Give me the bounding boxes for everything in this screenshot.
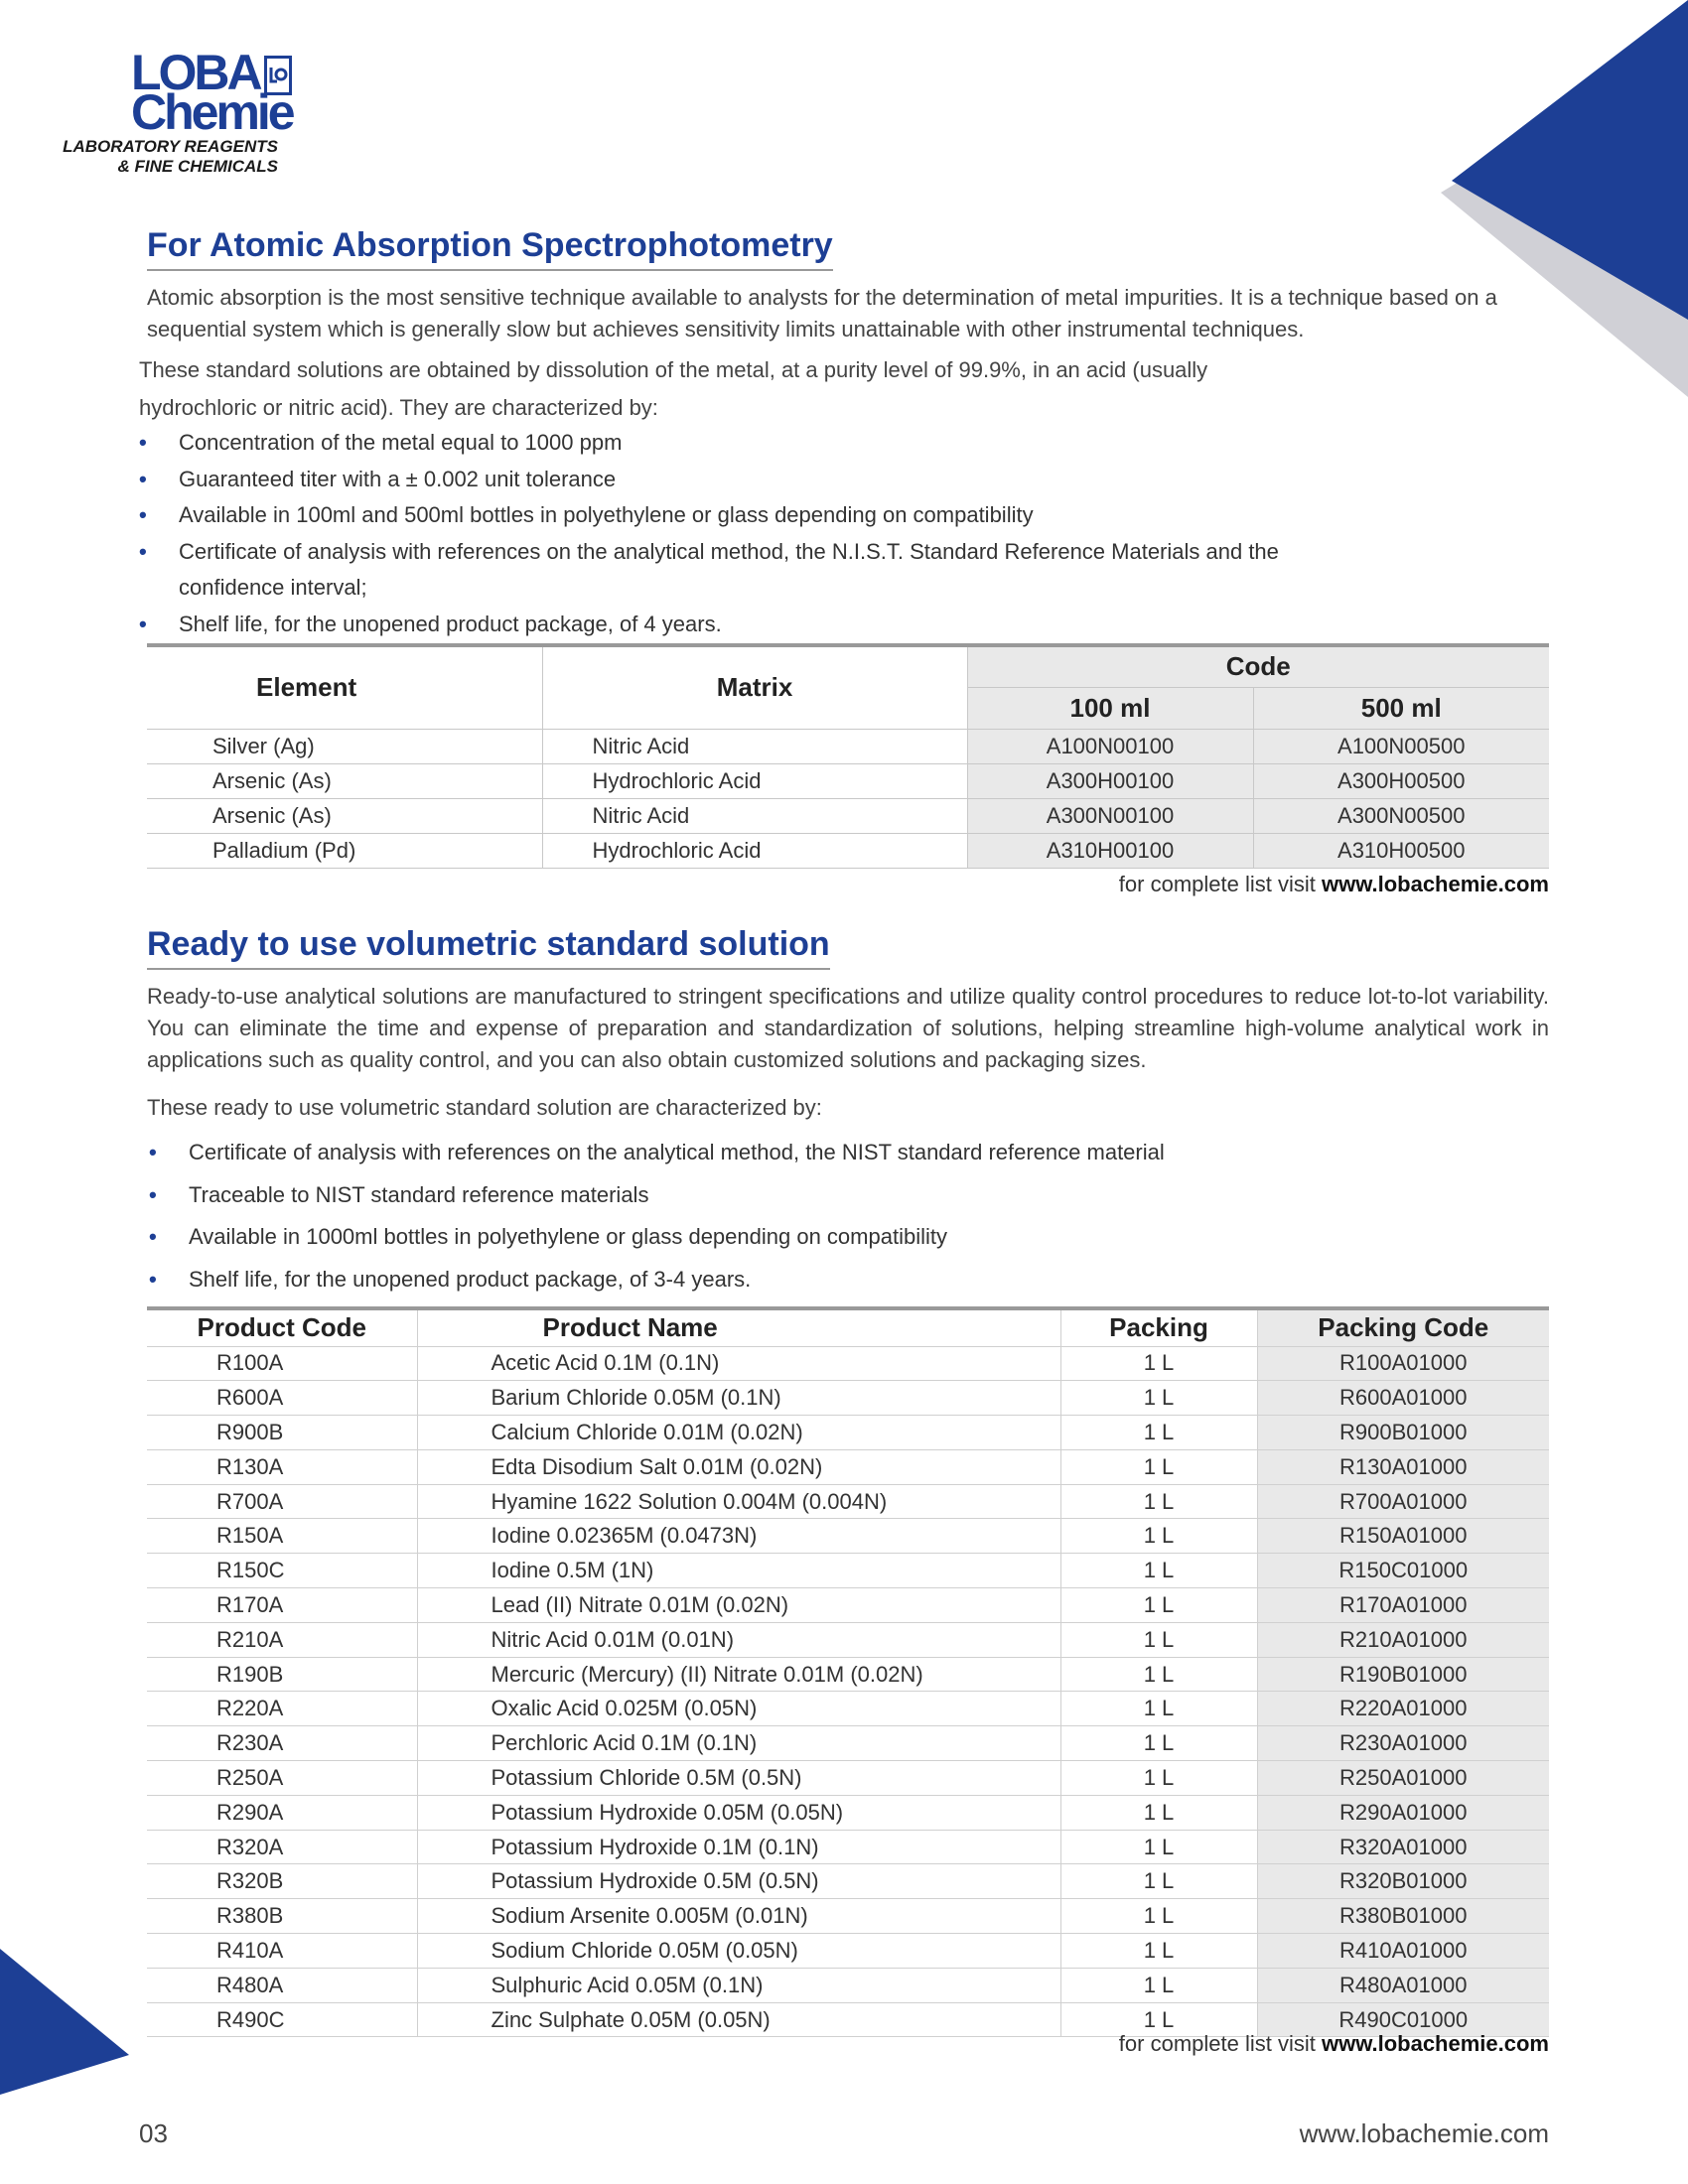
- product-name-cell: Nitric Acid 0.01M (0.01N): [417, 1622, 1060, 1657]
- table-row: [147, 1795, 1549, 1830]
- product-code-cell: R700A: [147, 1484, 417, 1519]
- product-name-cell: Zinc Sulphate 0.05M (0.05N): [417, 2002, 1060, 2037]
- product-code-cell: R380B: [147, 1899, 417, 1934]
- aas-code-table: [147, 643, 1549, 869]
- visit-prefix: for complete list visit: [1118, 872, 1322, 896]
- product-code-cell: R290A: [147, 1795, 417, 1830]
- product-name-cell: Calcium Chloride 0.01M (0.02N): [417, 1416, 1060, 1450]
- list-item: • Concentration of the metal equal to 1000 ppm: [139, 425, 1390, 462]
- packing-cell: 1 L: [1060, 1864, 1257, 1899]
- product-code-cell: R320B: [147, 1864, 417, 1899]
- list-item: • Guaranteed titer with a ± 0.002 unit tolerance: [139, 462, 1390, 498]
- product-name-cell: Iodine 0.02365M (0.0473N): [417, 1519, 1060, 1554]
- packing-cell: 1 L: [1060, 1484, 1257, 1519]
- column-header-product-name: Product Name: [417, 1308, 1060, 1346]
- table-row: [147, 1968, 1549, 2002]
- logo-loba-text: LOBA: [131, 45, 260, 100]
- product-code-cell: R320A: [147, 1830, 417, 1864]
- packing-code-cell: R130A01000: [1257, 1449, 1549, 1484]
- packing-cell: 1 L: [1060, 1449, 1257, 1484]
- code-100ml-cell: A100N00100: [967, 729, 1253, 763]
- column-header-code: Code: [967, 645, 1549, 687]
- vss-product-table: [147, 1306, 1549, 2037]
- product-name-cell: Mercuric (Mercury) (II) Nitrate 0.01M (0.02N): [417, 1657, 1060, 1692]
- packing-cell: 1 L: [1060, 1934, 1257, 1969]
- vss-feature-list: [149, 1132, 1440, 1300]
- table-row: [147, 1381, 1549, 1416]
- product-name-cell: Acetic Acid 0.1M (0.1N): [417, 1346, 1060, 1381]
- product-name-cell: Potassium Hydroxide 0.5M (0.5N): [417, 1864, 1060, 1899]
- product-code-cell: R490C: [147, 2002, 417, 2037]
- vss-complete-list-note: [1119, 2031, 1549, 2057]
- table-row: [147, 1484, 1549, 1519]
- table-row: [147, 1899, 1549, 1934]
- packing-code-cell: R220A01000: [1257, 1692, 1549, 1726]
- element-cell: Palladium (Pd): [147, 833, 542, 868]
- product-code-cell: R210A: [147, 1622, 417, 1657]
- visit-prefix: for complete list visit: [1118, 2031, 1322, 2056]
- table-row: [147, 1449, 1549, 1484]
- vss-heading: Ready to use volumetric standard solution: [147, 925, 830, 970]
- table-row: [147, 763, 1549, 798]
- website-link[interactable]: www.lobachemie.com: [1321, 872, 1549, 896]
- packing-cell: 1 L: [1060, 1588, 1257, 1623]
- column-header-packing-code: Packing Code: [1257, 1308, 1549, 1346]
- packing-cell: 1 L: [1060, 1692, 1257, 1726]
- website-link[interactable]: www.lobachemie.com: [1321, 2031, 1549, 2056]
- list-item: • Shelf life, for the unopened product package, of 3-4 years.: [149, 1259, 1440, 1301]
- packing-code-cell: R230A01000: [1257, 1726, 1549, 1761]
- product-code-cell: R410A: [147, 1934, 417, 1969]
- matrix-cell: Hydrochloric Acid: [542, 833, 967, 868]
- table-row: [147, 1934, 1549, 1969]
- product-name-cell: Iodine 0.5M (1N): [417, 1554, 1060, 1588]
- packing-code-cell: R290A01000: [1257, 1795, 1549, 1830]
- packing-cell: 1 L: [1060, 1795, 1257, 1830]
- table-row: [147, 1519, 1549, 1554]
- packing-cell: 1 L: [1060, 1830, 1257, 1864]
- column-header-100ml: 100 ml: [967, 687, 1253, 729]
- aas-heading: For Atomic Absorption Spectrophotometry: [147, 226, 833, 271]
- product-name-cell: Potassium Chloride 0.5M (0.5N): [417, 1761, 1060, 1796]
- product-code-cell: R150C: [147, 1554, 417, 1588]
- table-row: [147, 833, 1549, 868]
- product-name-cell: Lead (II) Nitrate 0.01M (0.02N): [417, 1588, 1060, 1623]
- product-code-cell: R480A: [147, 1968, 417, 2002]
- packing-cell: 1 L: [1060, 1519, 1257, 1554]
- product-code-cell: R250A: [147, 1761, 417, 1796]
- packing-cell: 1 L: [1060, 1554, 1257, 1588]
- packing-cell: 1 L: [1060, 1968, 1257, 2002]
- aas-complete-list-note: [1119, 872, 1549, 897]
- list-item: • Certificate of analysis with references on the analytical method, the NIST standard reference material: [149, 1132, 1440, 1174]
- table-row: [147, 1830, 1549, 1864]
- table-row: [147, 798, 1549, 833]
- bottom-left-triangle-decoration: [0, 1946, 139, 2095]
- list-item: • Certificate of analysis with references on the analytical method, the N.I.S.T. Standard Reference Materials and the confidence interval;: [139, 534, 1390, 607]
- product-name-cell: Sulphuric Acid 0.05M (0.1N): [417, 1968, 1060, 2002]
- product-name-cell: Hyamine 1622 Solution 0.004M (0.004N): [417, 1484, 1060, 1519]
- code-100ml-cell: A300H00100: [967, 763, 1253, 798]
- code-500ml-cell: A100N00500: [1253, 729, 1549, 763]
- table-row: [147, 1622, 1549, 1657]
- packing-code-cell: R170A01000: [1257, 1588, 1549, 1623]
- table-row: [147, 1588, 1549, 1623]
- vss-table-body: [147, 1346, 1549, 2037]
- packing-code-cell: R150C01000: [1257, 1554, 1549, 1588]
- product-code-cell: R100A: [147, 1346, 417, 1381]
- product-code-cell: R130A: [147, 1449, 417, 1484]
- page-number: 03: [139, 2118, 168, 2148]
- code-100ml-cell: A300N00100: [967, 798, 1253, 833]
- packing-code-cell: R900B01000: [1257, 1416, 1549, 1450]
- product-name-cell: Oxalic Acid 0.025M (0.05N): [417, 1692, 1060, 1726]
- packing-cell: 1 L: [1060, 1346, 1257, 1381]
- column-header-element: Element: [256, 672, 357, 703]
- table-row: [147, 1864, 1549, 1899]
- packing-code-cell: R250A01000: [1257, 1761, 1549, 1796]
- column-header-500ml: 500 ml: [1253, 687, 1549, 729]
- list-item: • Available in 1000ml bottles in polyethylene or glass depending on compatibility: [149, 1216, 1440, 1259]
- product-name-cell: Perchloric Acid 0.1M (0.1N): [417, 1726, 1060, 1761]
- column-header-packing: Packing: [1060, 1308, 1257, 1346]
- packing-code-cell: R380B01000: [1257, 1899, 1549, 1934]
- list-item: • Available in 100ml and 500ml bottles in polyethylene or glass depending on compatibility: [139, 497, 1390, 534]
- packing-code-cell: R190B01000: [1257, 1657, 1549, 1692]
- table-row: [147, 1657, 1549, 1692]
- packing-cell: 1 L: [1060, 1726, 1257, 1761]
- aas-feature-list: [139, 425, 1390, 642]
- product-name-cell: Potassium Hydroxide 0.05M (0.05N): [417, 1795, 1060, 1830]
- matrix-cell: Hydrochloric Acid: [542, 763, 967, 798]
- table-row: [147, 1346, 1549, 1381]
- product-code-cell: R230A: [147, 1726, 417, 1761]
- element-cell: Arsenic (As): [147, 763, 542, 798]
- aas-characterized-paragraph: These standard solutions are obtained by dissolution of the metal, at a purity level of 99.9%, in an acid (usually hydrochloric or nitric acid). They are characterized by:: [139, 357, 1208, 420]
- product-code-cell: R900B: [147, 1416, 417, 1450]
- packing-code-cell: R320A01000: [1257, 1830, 1549, 1864]
- packing-cell: 1 L: [1060, 1622, 1257, 1657]
- table-row: [147, 1554, 1549, 1588]
- packing-cell: 1 L: [1060, 1657, 1257, 1692]
- packing-cell: 1 L: [1060, 2002, 1257, 2037]
- packing-code-cell: R410A01000: [1257, 1934, 1549, 1969]
- aas-intro-paragraph: Atomic absorption is the most sensitive technique available to analysts for the determination of metal impurities. It is a technique based on a sequential system which is generally slow but achieves sensitivity limits unattainable with other instrumental techniques.: [147, 285, 1497, 341]
- product-code-cell: R190B: [147, 1657, 417, 1692]
- element-cell: Silver (Ag): [147, 729, 542, 763]
- packing-cell: 1 L: [1060, 1761, 1257, 1796]
- vss-intro-paragraph: Ready-to-use analytical solutions are manufactured to stringent specifications and utilize quality control procedures to reduce lot-to-lot variability. You can eliminate the time and expense of preparation and standardization of solutions, helping streamline high-volume analytical work in applications such as quality control, and you can also obtain customized solutions and packaging sizes.: [147, 984, 1549, 1072]
- product-name-cell: Barium Chloride 0.05M (0.1N): [417, 1381, 1060, 1416]
- packing-code-cell: R490C01000: [1257, 2002, 1549, 2037]
- element-cell: Arsenic (As): [147, 798, 542, 833]
- vss-characterized-paragraph: These ready to use volumetric standard solution are characterized by:: [147, 1095, 822, 1120]
- product-code-cell: R220A: [147, 1692, 417, 1726]
- packing-code-cell: R320B01000: [1257, 1864, 1549, 1899]
- table-row: [147, 1692, 1549, 1726]
- product-code-cell: R170A: [147, 1588, 417, 1623]
- packing-code-cell: R600A01000: [1257, 1381, 1549, 1416]
- product-code-cell: R150A: [147, 1519, 417, 1554]
- column-header-matrix: Matrix: [542, 645, 967, 729]
- company-logo: [52, 45, 293, 177]
- matrix-cell: Nitric Acid: [542, 798, 967, 833]
- table-row: [147, 1416, 1549, 1450]
- packing-cell: 1 L: [1060, 1416, 1257, 1450]
- table-row: [147, 1726, 1549, 1761]
- list-item: • Traceable to NIST standard reference materials: [149, 1174, 1440, 1217]
- code-500ml-cell: A300H00500: [1253, 763, 1549, 798]
- product-name-cell: Edta Disodium Salt 0.01M (0.02N): [417, 1449, 1060, 1484]
- packing-code-cell: R480A01000: [1257, 1968, 1549, 2002]
- packing-cell: 1 L: [1060, 1899, 1257, 1934]
- logo-tagline-1: LABORATORY REAGENTS: [63, 137, 278, 156]
- table-row: [147, 1761, 1549, 1796]
- packing-code-cell: R210A01000: [1257, 1622, 1549, 1657]
- matrix-cell: Nitric Acid: [542, 729, 967, 763]
- logo-tagline-2: & FINE CHEMICALS: [117, 157, 278, 176]
- product-name-cell: Sodium Chloride 0.05M (0.05N): [417, 1934, 1060, 1969]
- code-500ml-cell: A310H00500: [1253, 833, 1549, 868]
- packing-code-cell: R150A01000: [1257, 1519, 1549, 1554]
- code-100ml-cell: A310H00100: [967, 833, 1253, 868]
- footer-website[interactable]: www.lobachemie.com: [1299, 2118, 1549, 2148]
- product-name-cell: Sodium Arsenite 0.005M (0.01N): [417, 1899, 1060, 1934]
- packing-code-cell: R700A01000: [1257, 1484, 1549, 1519]
- list-item: • Shelf life, for the unopened product package, of 4 years.: [139, 607, 1390, 643]
- table-row: [147, 729, 1549, 763]
- logo-chemie-text: Chemie: [131, 84, 293, 140]
- packing-code-cell: R100A01000: [1257, 1346, 1549, 1381]
- column-header-product-code: Product Code: [197, 1312, 366, 1343]
- product-code-cell: R600A: [147, 1381, 417, 1416]
- code-500ml-cell: A300N00500: [1253, 798, 1549, 833]
- product-name-cell: Potassium Hydroxide 0.1M (0.1N): [417, 1830, 1060, 1864]
- packing-cell: 1 L: [1060, 1381, 1257, 1416]
